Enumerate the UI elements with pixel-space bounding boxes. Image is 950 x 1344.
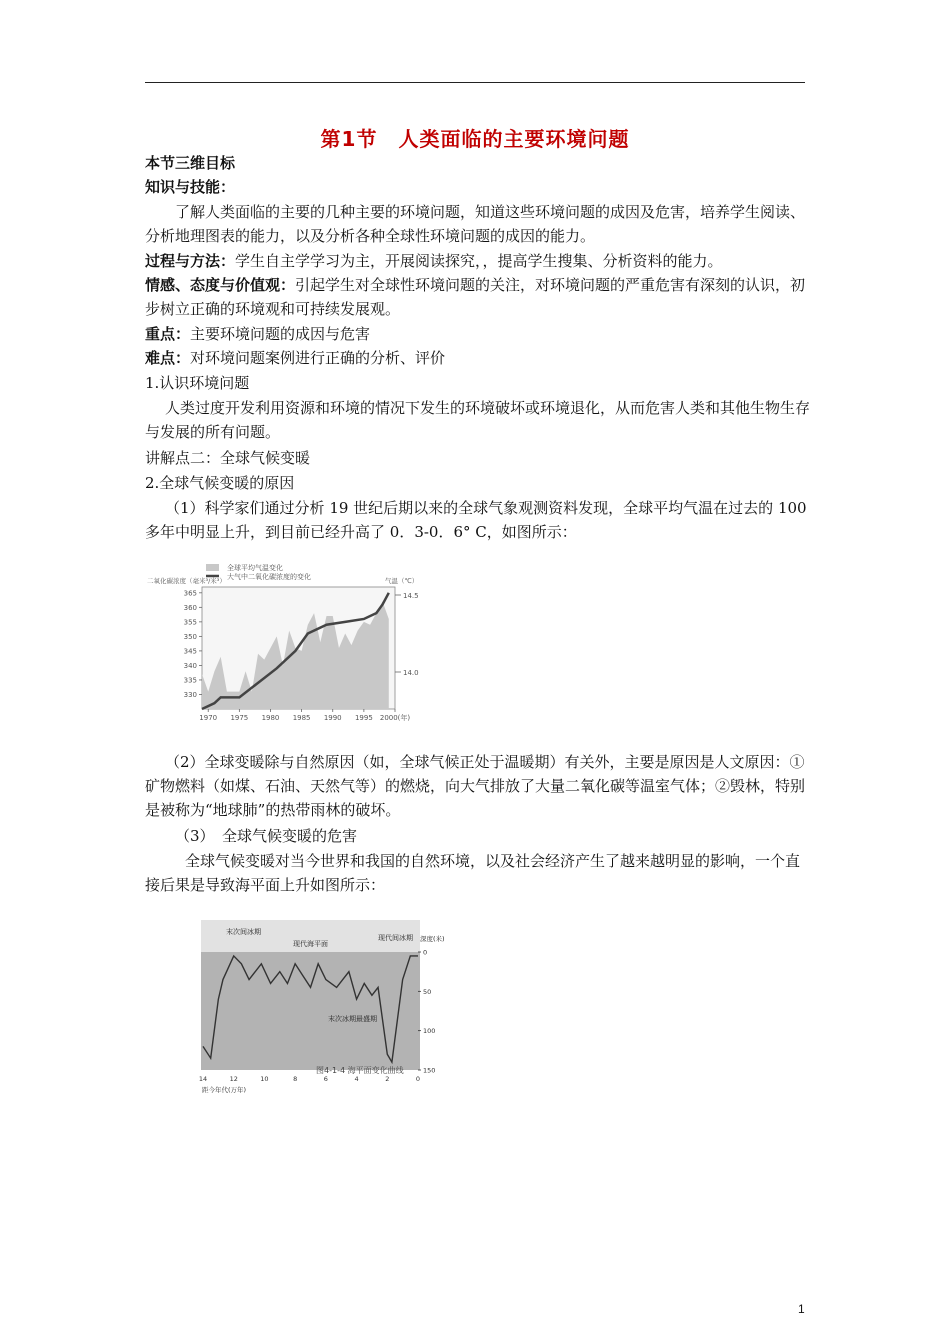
x-axis-title: 距今年代(万年) xyxy=(202,1086,247,1094)
legend-temp-label: 全球平均气温变化 xyxy=(227,564,283,572)
x-tick-label: 1970 xyxy=(199,714,218,722)
section1-text: 人类过度开发利用资源和环境的情况下发生的环境破坏或环境退化，从而危害人类和其他生物生存与发展的所有问题。 xyxy=(145,399,811,441)
page-title: 第1节 人类面临的主要环境问题 xyxy=(320,127,630,151)
age-tick-label: 0 xyxy=(415,1075,421,1083)
x-tick-label: 1985 xyxy=(292,714,311,722)
right-tick-label-14-0: 14.0 xyxy=(403,669,419,677)
age-tick-label: 10 xyxy=(260,1075,269,1083)
left-tick-label: 365 xyxy=(183,589,197,598)
header-rule xyxy=(145,82,805,83)
emotion-paragraph xyxy=(145,273,810,321)
age-tick-label: 4 xyxy=(354,1075,359,1083)
left-tick-label: 330 xyxy=(183,690,197,699)
right-tick-label-14-5: 14.5 xyxy=(403,592,419,600)
left-tick-label: 335 xyxy=(183,676,197,685)
right-axis-title: 气温（℃） xyxy=(385,577,419,585)
sea-level-chart xyxy=(198,915,448,1094)
x-tick-label: 2000(年) xyxy=(379,714,411,722)
page-number: 1 xyxy=(798,1302,805,1316)
knowledge-label: 知识与技能： xyxy=(145,178,236,196)
paragraph-1: （1）科学家们通过分析 19 世纪后期以来的全球气象观测资料发现，全球平均气温在过去的 100 多年中明显上升，到目前已经升高了 0．3-0．6° C，如图所示： xyxy=(145,499,807,541)
depth-tick-label: 50 xyxy=(423,987,432,996)
legend-swatch-temp xyxy=(206,564,219,571)
key-paragraph xyxy=(145,322,810,346)
key-label: 重点： xyxy=(145,325,191,343)
paragraph-2: （2）全球变暖除与自然原因（如，全球气候正处于温暖期）有关外，主要是原因是人文原因：①矿物燃料（如煤、石油、天然气等）的燃烧，向大气排放了大量二氧化碳等温室气体；②毁林，特别是被称为“地球肺”的热带雨林的破坏。 xyxy=(145,753,806,819)
process-text: 学生自主学学习为主，开展阅读探究，，提高学生搜集、分析资料的能力。 xyxy=(235,252,723,270)
annotation-last-interglacial: 末次间冰期 xyxy=(226,928,261,936)
depth-tick-label: 0 xyxy=(423,948,428,957)
difficult-paragraph xyxy=(145,346,810,370)
annotation-modern-interglacial: 现代间冰期 xyxy=(378,934,413,942)
annotation-modern-sea-level: 现代海平面 xyxy=(293,940,328,948)
climate-chart xyxy=(145,555,435,723)
left-tick-label: 350 xyxy=(183,632,197,641)
x-tick-label: 1990 xyxy=(323,714,342,722)
process-label: 过程与方法： xyxy=(145,252,236,270)
left-tick-label: 355 xyxy=(183,618,197,627)
depth-tick-label: 150 xyxy=(423,1066,436,1075)
x-tick-label: 1980 xyxy=(261,714,280,722)
age-tick-label: 6 xyxy=(323,1075,328,1083)
difficult-label: 难点： xyxy=(145,349,191,367)
section1-heading: 1.认识环境问题 xyxy=(145,374,250,392)
emotion-text: 引起学生对全球性环境问题的关注，对环境问题的严重危害有深刻的认识，初步树立正确的环境观和可持续发展观。 xyxy=(145,276,806,318)
age-tick-label: 12 xyxy=(229,1075,238,1083)
point2-heading: 讲解点二：全球气候变暖 xyxy=(145,449,311,467)
annotation-glacial-maximum: 末次冰期最盛期 xyxy=(328,1015,377,1023)
goals-heading: 本节三维目标 xyxy=(145,154,236,172)
process-paragraph xyxy=(145,249,810,273)
paragraph-3-heading: （3） 全球气候变暖的危害 xyxy=(175,827,358,845)
paragraph-3: 全球气候变暖对当今世界和我国的自然环境，以及社会经济产生了越来越明显的影响，一个直接后果是导致海平面上升如图所示： xyxy=(145,852,801,894)
legend-co2-label: 大气中二氧化碳浓度的变化 xyxy=(227,573,311,581)
age-tick-label: 8 xyxy=(293,1075,298,1083)
knowledge-text: 了解人类面临的主要的几种主要的环境问题，知道这些环境问题的成因及危害，培养学生阅读、分析地理图表的能力，以及分析各种全球性环境问题的成因的能力。 xyxy=(145,203,806,245)
x-tick-label: 1975 xyxy=(230,714,249,722)
difficult-text: 对环境问题案例进行正确的分析、评价 xyxy=(190,349,446,367)
left-axis-title: 二氧化碳浓度（毫米³/米³） xyxy=(147,577,226,585)
emotion-label: 情感、态度与价值观： xyxy=(145,276,296,294)
left-tick-label: 340 xyxy=(183,661,197,670)
age-tick-label: 14 xyxy=(198,1075,208,1083)
key-text: 主要环境问题的成因与危害 xyxy=(190,325,371,343)
section2-heading: 2.全球气候变暖的原因 xyxy=(145,474,295,492)
x-tick-label: 1995 xyxy=(354,714,373,722)
depth-tick-label: 100 xyxy=(423,1027,436,1036)
left-tick-label: 345 xyxy=(183,647,197,656)
figure-caption: 图4-1-4 海平面变化曲线 xyxy=(316,1066,404,1075)
age-tick-label: 2 xyxy=(385,1075,390,1083)
depth-axis-title: 深度(米) xyxy=(420,935,445,943)
left-tick-label: 360 xyxy=(183,603,197,612)
